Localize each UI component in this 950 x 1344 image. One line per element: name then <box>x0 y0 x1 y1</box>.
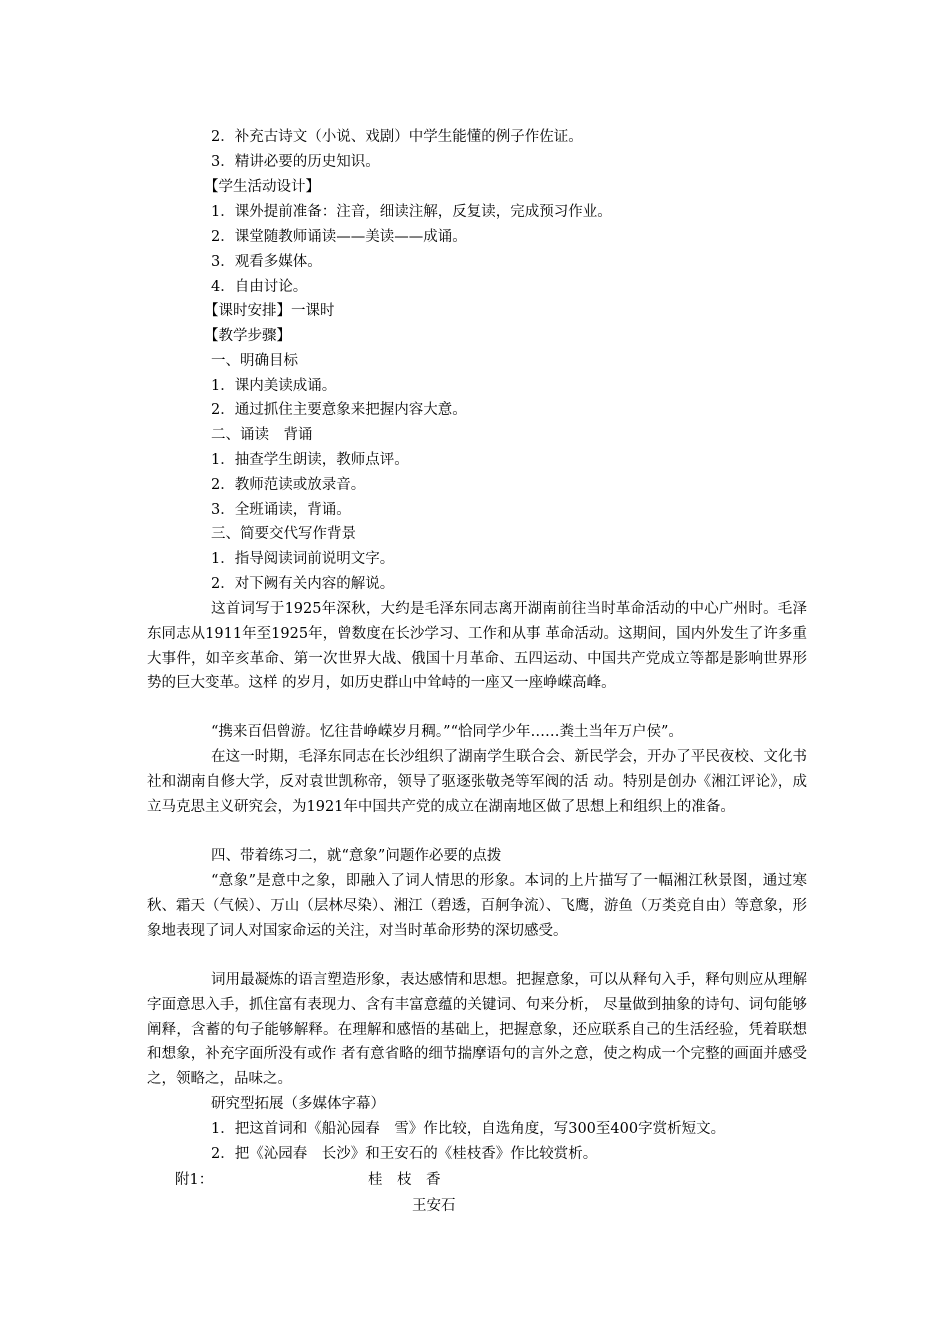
text-line: 2．对下阙有关内容的解说。 <box>211 576 395 592</box>
section-heading: 【课时安排】一课时 <box>204 303 335 319</box>
text-line: 4．自由讨论。 <box>211 279 308 295</box>
poem-author: 王安石 <box>412 1198 456 1214</box>
step-heading: 三、简要交代写作背景 <box>211 526 356 542</box>
extension-item: 2．把《沁园春 长沙》和王安石的《桂枝香》作比较赏析。 <box>211 1146 598 1162</box>
imagery-paragraph: “意象”是意中之象，即融入了词人情思的形象。本词的上片描写了一幅湘江秋景图，通过寒秋、霜天（气候）、万山（层林尽染）、湘江（碧透，百舸争流）、飞鹰，游鱼（万类竞自由）等意象，形象地表现了词人对国家命运的关注，对当时革命形势的深切感受。 <box>147 873 807 939</box>
text-line: 3．观看多媒体。 <box>211 254 322 270</box>
background-paragraph: 这首词写于1925年深秋，大约是毛泽东同志离开湖南前往当时革命活动的中心广州时。毛泽东同志从1911年至1925年，曾数度在长沙学习、工作和从事 革命活动。这期间，国内外发生了许多重大事件，如辛亥革命、第一次世界大战、俄国十月革命、五四运动、中国共产党成立等都是影响世界形势的巨大变革。这样 的岁月，如历史群山中耸峙的一座又一座峥嵘高峰。 <box>147 601 807 692</box>
step-heading: 一、明确目标 <box>211 353 298 369</box>
text-line: 2．课堂随教师诵读——美读——成诵。 <box>211 229 467 245</box>
text-line: 2．教师范读或放录音。 <box>211 477 366 493</box>
section-heading: 【教学步骤】 <box>204 328 291 344</box>
history-paragraph: 在这一时期，毛泽东同志在长沙组织了湖南学生联合会、新民学会，开办了平民夜校、文化书社和湖南自修大学，反对袁世凯称帝，领导了驱逐张敬尧等军阀的活 动。特别是创办《湘江评论》，成立马克思主义研究会，为1921年中国共产党的成立在湖南地区做了思想上和组织上的准备。 <box>147 749 807 815</box>
step-heading: 四、带着练习二，就“意象”问题作必要的点拨 <box>211 848 502 864</box>
step-heading: 二、诵读 背诵 <box>211 427 313 443</box>
text-line: 1．课外提前准备：注音，细读注解，反复读，完成预习作业。 <box>211 204 612 220</box>
extension-heading: 研究型拓展（多媒体字幕） <box>211 1096 385 1112</box>
text-line: 3．全班诵读，背诵。 <box>211 502 351 518</box>
appendix-label: 附1： <box>175 1172 214 1188</box>
text-line: 2．补充古诗文（小说、戏剧）中学生能懂的例子作佐证。 <box>211 129 583 145</box>
text-line: 2．通过抓住主要意象来把握内容大意。 <box>211 402 467 418</box>
text-line: 1．课内美读成诵。 <box>211 378 337 394</box>
text-line: 3．精讲必要的历史知识。 <box>211 154 380 170</box>
text-line: 1．指导阅读词前说明文字。 <box>211 551 395 567</box>
method-paragraph: 词用最凝炼的语言塑造形象，表达感情和思想。把握意象，可以从释句入手，释句则应从理解字面意思入手，抓住富有表现力、含有丰富意蕴的关键词、句来分析， 尽量做到抽象的诗句、词句能够阐释，含蓄的句子能够解释。在理解和感悟的基础上，把握意象，还应联系自己的生活经验，凭着联想和想象，补充字面所没有或作 者有意省略的细节揣摩语句的言外之意，使之构成一个完整的画面并感受之，领略之，品味之。 <box>147 972 807 1088</box>
text-line: 1．抽查学生朗读，教师点评。 <box>211 452 409 468</box>
extension-item: 1．把这首词和《船沁园春 雪》作比较，自选角度，写300至400字赏析短文。 <box>211 1121 726 1137</box>
poem-quote: “携来百侣曾游。忆往昔峥嵘岁月稠。”“恰同学少年……粪土当年万户侯”。 <box>211 724 683 740</box>
poem-title: 桂 枝 香 <box>368 1172 441 1188</box>
section-heading: 【学生活动设计】 <box>204 179 320 195</box>
